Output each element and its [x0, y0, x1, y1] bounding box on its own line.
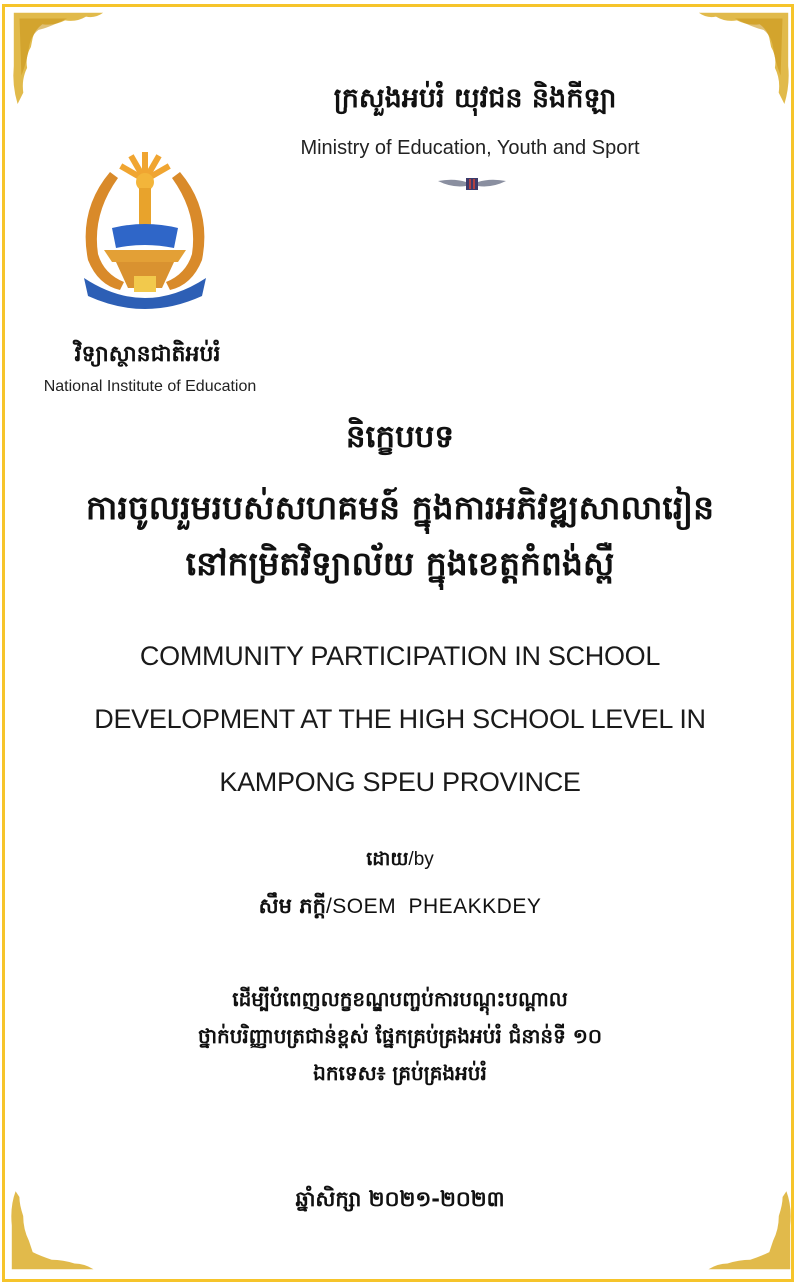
- title-khmer-line-2: នៅកម្រិតវិទ្យាល័យ ក្នុងខេត្តកំពង់ស្ពឺ: [185, 544, 615, 583]
- author-name-khmer: សឹម ភក្តី: [258, 894, 326, 918]
- by-label-khmer: ដោយ: [366, 848, 409, 870]
- title-english-line-2: DEVELOPMENT AT THE HIGH SCHOOL LEVEL IN: [94, 704, 706, 734]
- academic-year: ឆ្នាំសិក្សា ២០២១-២០២៣: [295, 1187, 505, 1211]
- institute-emblem-icon: [70, 150, 220, 310]
- purpose-line-2: ថ្នាក់បរិញ្ញាបត្រជាន់ខ្ពស់ ផ្នែកគ្រប់គ្រងអប់រំ ជំនាន់ទី ១០: [197, 1024, 603, 1048]
- title-khmer-line-1: ការចូលរួមរបស់សហគមន៍ ក្នុងការអភិវឌ្ឍសាលារៀន: [85, 488, 715, 527]
- corner-ornament-top-left-icon: [10, 9, 105, 104]
- title-english-line-3: KAMPONG SPEU PROVINCE: [219, 767, 581, 797]
- institute-name-english: National Institute of Education: [43, 378, 257, 395]
- purpose-line-3: ឯកទេស៖ គ្រប់គ្រងអប់រំ: [313, 1061, 487, 1085]
- document-type-khmer: និក្ខេបបទ: [345, 419, 455, 455]
- title-english-line-1: COMMUNITY PARTICIPATION IN SCHOOL: [139, 641, 661, 671]
- institute-name-khmer: វិទ្យាស្ថានជាតិអប់រំ: [74, 342, 221, 367]
- corner-ornament-top-right-icon: [697, 9, 792, 104]
- by-label: [0, 847, 800, 875]
- ministry-name-english: Ministry of Education, Youth and Sport: [300, 137, 640, 159]
- author-name: [0, 893, 800, 924]
- by-label-english: /by: [408, 849, 434, 870]
- ministry-name-khmer: ក្រសួងអប់រំ យុវជន និងកីឡា: [333, 83, 617, 114]
- ornamental-divider-icon: [436, 176, 508, 192]
- author-name-english: /SOEM PHEAKKDEY: [325, 895, 542, 918]
- purpose-line-1: ដើម្បីបំពេញលក្ខខណ្ឌបញ្ចប់ការបណ្តុះបណ្តាល: [232, 987, 568, 1011]
